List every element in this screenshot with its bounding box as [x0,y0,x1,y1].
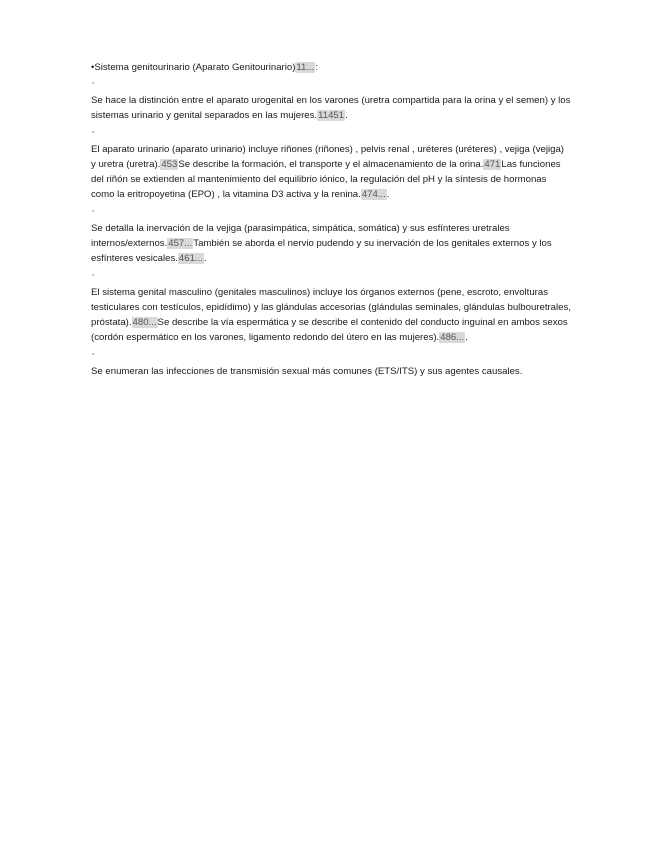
section-title-colon: : [315,62,319,73]
citation-ref[interactable]: 486... [440,332,465,343]
citation-ref[interactable]: 453 [161,159,178,170]
citation-ref[interactable]: 480... [132,317,157,328]
sub-bullet-marker: ◦ [92,351,95,358]
paragraph-text: El sistema genital masculino (genitales masculinos) incluye los órganos externos (pene, escroto, envolturas testiculares con testículos, epidídimo) y las glándulas accesorias (glándulas seminales, glándulas bulbouretrales, próstata). [91,287,571,328]
sub-bullet-marker: ◦ [92,80,95,87]
paragraph [91,142,571,202]
paragraph-text: Se detalla la inervación de la vejiga (parasimpática, simpática, somática) y sus esfínteres uretrales internos/externos. [91,223,510,249]
paragraph-text: El aparato urinario (aparato urinario) incluye riñones (riñones) , pelvis renal , uréteres (uréteres) , vejiga (vejiga) y uretra (uretra). [91,144,564,170]
paragraph-text: Las funciones del riñón se extienden al mantenimiento del equilibrio iónico, la regulación del pH y la síntesis de hormonas como la eritropoyetina (EPO) , la vitamina D3 activa y la renina. [91,159,561,200]
paragraph-text: Se describe la formación, el transporte y el almacenamiento de la orina. [178,159,484,170]
sub-bullet-marker: ◦ [92,129,95,136]
paragraph [91,221,571,266]
citation-ref[interactable]: 474... [361,189,386,200]
section-title-text: •Sistema genitourinario (Aparato Genitourinario) [91,62,296,73]
sub-bullet-marker: ◦ [92,272,95,279]
paragraph-list [91,78,571,379]
paragraph-text: . [386,189,390,200]
paragraph-text: Se describe la vía espermática y se describe el contenido del conducto inguinal en ambos sexos (cordón espermático en los varones, ligamento redondo del útero en las mujeres). [91,317,568,343]
paragraph [91,285,571,345]
paragraph-text: . [465,332,468,343]
paragraph [91,364,571,379]
document-body [91,60,571,383]
paragraph-text: Se hace la distinción entre el aparato urogenital en los varones (uretra compartida para la orina y el semen) y los sistemas urinario y genital separados en las mujeres. [91,95,571,121]
citation-ref[interactable]: 457... [168,238,193,249]
citation-ref[interactable]: 471 [484,159,501,170]
paragraph-text: . [345,110,348,121]
paragraph-text: También se aborda el nervio pudendo y su inervación de los genitales externos y los esfínteres vesicales. [91,238,552,264]
paragraph-text: . [203,253,207,264]
citation-ref[interactable]: 11451 [318,110,345,121]
section-title [91,60,571,75]
paragraph [91,93,571,123]
sub-bullet-marker: ◦ [92,208,95,215]
paragraph-text: Se enumeran las infecciones de transmisión sexual más comunes (ETS/ITS) y sus agentes causales. [91,366,523,377]
citation-ref[interactable]: 11... [296,62,315,73]
citation-ref[interactable]: 461... [178,253,203,264]
